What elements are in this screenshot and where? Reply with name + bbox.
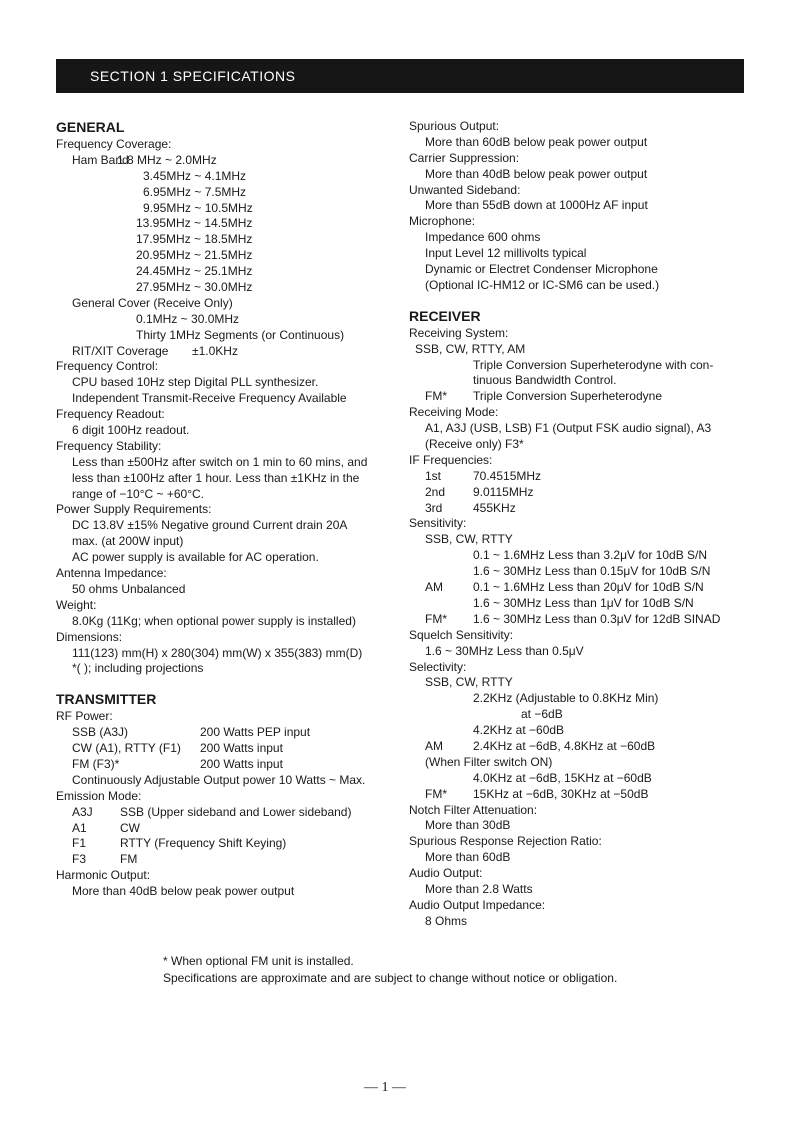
carrier-label: Carrier Suppression: xyxy=(409,150,520,165)
rf-power-label: RF Power: xyxy=(56,709,113,724)
notch-value: More than 30dB xyxy=(425,818,511,833)
if-row xyxy=(409,501,749,517)
ham-band-row xyxy=(56,185,396,201)
squelch-value: 1.6 ~ 30MHz Less than 0.5μV xyxy=(425,643,584,658)
if-freq: 455KHz xyxy=(473,500,516,515)
system-fm-row xyxy=(409,389,749,405)
general-heading: GENERAL xyxy=(56,119,125,135)
transmitter-heading: TRANSMITTER xyxy=(56,691,157,708)
spurious-value: More than 60dB below peak power output xyxy=(425,134,648,149)
sel-am-label: AM xyxy=(425,738,443,753)
general-cover-label: General Cover (Receive Only) xyxy=(72,295,233,310)
emission-desc: FM xyxy=(120,852,138,867)
sens-fm-label: FM* xyxy=(425,611,447,626)
ham-band-row xyxy=(56,201,396,217)
weight-label: Weight: xyxy=(56,597,97,612)
mic-line: Impedance 600 ohms xyxy=(425,230,541,245)
harmonic-value: More than 40dB below peak power output xyxy=(72,884,295,899)
rit-row xyxy=(56,344,396,360)
sens-row xyxy=(409,580,749,596)
if-freq: 70.4515MHz xyxy=(473,468,542,483)
sel-value: at −6dB xyxy=(521,707,563,722)
ham-band-row xyxy=(56,280,396,296)
power-line: AC power supply is available for AC operation. xyxy=(72,550,319,565)
emission-code: F1 xyxy=(72,836,87,851)
rf-power-value: 200 Watts input xyxy=(200,756,283,771)
mic-label: Microphone: xyxy=(409,214,476,229)
ham-band-range: 6.95MHz ~ 7.5MHz xyxy=(143,184,247,199)
emission-row xyxy=(56,805,396,821)
emission-code: A1 xyxy=(72,820,87,835)
harmonic-label: Harmonic Output: xyxy=(56,868,151,883)
freq-stability-label: Frequency Stability: xyxy=(56,438,162,453)
sel-value: 4.2KHz at −60dB xyxy=(473,723,565,738)
ham-band-row xyxy=(56,232,396,248)
fm-note: * When optional FM unit is installed. xyxy=(163,954,354,968)
general-cover-segments: Thirty 1MHz Segments (or Continuous) xyxy=(136,327,345,342)
ham-band-row xyxy=(56,216,396,232)
carrier-value: More than 40dB below peak power output xyxy=(425,166,648,181)
power-line: DC 13.8V ±15% Negative ground Current drain 20A xyxy=(72,518,348,533)
system-desc: tinuous Bandwidth Control. xyxy=(473,373,617,388)
notch-label: Notch Filter Attenuation: xyxy=(409,802,538,817)
rf-power-mode: FM (F3)* xyxy=(72,756,120,771)
sens-row xyxy=(409,548,749,564)
freq-control-line: Independent Transmit-Receive Frequency Available xyxy=(72,391,347,406)
ham-band-row xyxy=(56,264,396,280)
rit-label: RIT/XIT Coverage xyxy=(72,343,169,358)
ham-band-range: 17.95MHz ~ 18.5MHz xyxy=(136,232,253,247)
sel-value: 15KHz at −6dB, 30KHz at −50dB xyxy=(473,786,649,801)
spurious-rej-label: Spurious Response Rejection Ratio: xyxy=(409,834,602,849)
sens-row xyxy=(409,596,749,612)
mic-line: Input Level 12 millivolts typical xyxy=(425,246,587,261)
selectivity-label: Selectivity: xyxy=(409,659,467,674)
system-modes: SSB, CW, RTTY, AM xyxy=(415,341,526,356)
disclaimer: Specifications are approximate and are subject to change without notice or obligation. xyxy=(163,971,618,985)
dimensions-label: Dimensions: xyxy=(56,629,123,644)
emission-desc: RTTY (Frequency Shift Keying) xyxy=(120,836,287,851)
spurious-rej-value: More than 60dB xyxy=(425,850,511,865)
ham-band-range: 9.95MHz ~ 10.5MHz xyxy=(143,200,253,215)
left-column xyxy=(56,117,396,900)
dimensions-note: *( ); including projections xyxy=(72,661,204,676)
general-cover-range-row xyxy=(56,312,396,328)
section-title: SECTION 1 SPECIFICATIONS xyxy=(90,68,296,84)
freq-stability-line: range of −10°C ~ +60°C. xyxy=(72,486,205,501)
if-label: IF Frequencies: xyxy=(409,452,493,467)
general-cover-segments-row xyxy=(56,328,396,344)
ham-band-row xyxy=(56,248,396,264)
sens-row xyxy=(409,564,749,580)
ham-band-range: 27.95MHz ~ 30.0MHz xyxy=(136,280,253,295)
mode-line: A1, A3J (USB, LSB) F1 (Output FSK audio signal), A3 xyxy=(425,421,712,436)
sel-row xyxy=(409,787,749,803)
power-label: Power Supply Requirements: xyxy=(56,502,212,517)
ham-band-row xyxy=(56,169,396,185)
system-fm-desc: Triple Conversion Superheterodyne xyxy=(473,389,662,404)
sens-value: 0.1 ~ 1.6MHz Less than 3.2μV for 10dB S/N xyxy=(473,548,708,563)
emission-label: Emission Mode: xyxy=(56,788,142,803)
sens-am-label: AM xyxy=(425,580,443,595)
sens-value: 0.1 ~ 1.6MHz Less than 20μV for 10dB S/N xyxy=(473,580,704,595)
ham-band-range: 24.45MHz ~ 25.1MHz xyxy=(136,264,253,279)
ham-band-label: Ham Band xyxy=(72,152,129,167)
antenna-value: 50 ohms Unbalanced xyxy=(72,581,186,596)
rf-power-row xyxy=(56,741,396,757)
freq-readout-label: Frequency Readout: xyxy=(56,407,165,422)
emission-desc: CW xyxy=(120,820,140,835)
general-cover-range: 0.1MHz ~ 30.0MHz xyxy=(136,311,240,326)
emission-desc: SSB (Upper sideband and Lower sideband) xyxy=(120,804,352,819)
freq-coverage-label: Frequency Coverage: xyxy=(56,137,172,151)
system-label: Receiving System: xyxy=(409,325,509,340)
sel-fm-label: FM* xyxy=(425,786,447,801)
audio-imp-value: 8 Ohms xyxy=(425,913,468,928)
unwanted-label: Unwanted Sideband: xyxy=(409,182,521,197)
system-fm-label: FM* xyxy=(425,389,447,404)
rf-power-row xyxy=(56,725,396,741)
ham-band-range: 13.95MHz ~ 14.5MHz xyxy=(136,216,253,231)
rf-power-row xyxy=(56,757,396,773)
sel-row xyxy=(409,739,749,755)
rf-power-mode: CW (A1), RTTY (F1) xyxy=(72,741,181,756)
receiver-heading: RECEIVER xyxy=(409,307,481,324)
sel-value: 2.4KHz at −6dB, 4.8KHz at −60dB xyxy=(473,738,656,753)
sel-row xyxy=(409,707,749,723)
freq-stability-line: Less than ±500Hz after switch on 1 min to 60 mins, and xyxy=(72,454,368,469)
if-freq: 9.0115MHz xyxy=(473,484,534,499)
rf-power-mode: SSB (A3J) xyxy=(72,725,129,740)
if-stage: 1st xyxy=(425,468,442,483)
adjustable-output: Continuously Adjustable Output power 10 Watts ~ Max. xyxy=(72,772,366,787)
audio-label: Audio Output: xyxy=(409,866,483,881)
sel-value: 4.0KHz at −6dB, 15KHz at −60dB xyxy=(473,770,652,785)
sel-row xyxy=(409,691,749,707)
if-row xyxy=(409,469,749,485)
ham-band-range: 3.45MHz ~ 4.1MHz xyxy=(143,168,247,183)
freq-control-line: CPU based 10Hz step Digital PLL synthesizer. xyxy=(72,375,319,390)
sel-row xyxy=(409,771,749,787)
if-stage: 3rd xyxy=(425,500,443,515)
sens-value: 1.6 ~ 30MHz Less than 0.3μV for 12dB SINAD xyxy=(473,611,721,626)
weight-value: 8.0Kg (11Kg; when optional power supply is installed) xyxy=(72,613,356,628)
mic-line: Dynamic or Electret Condenser Microphone xyxy=(425,262,658,277)
page-number: — 1 — xyxy=(364,1080,406,1095)
antenna-label: Antenna Impedance: xyxy=(56,566,167,581)
rf-power-value: 200 Watts PEP input xyxy=(200,725,311,740)
emission-row xyxy=(56,821,396,837)
ham-band-range: 1.8 MHz ~ 2.0MHz xyxy=(117,152,217,167)
sens-ssb-label: SSB, CW, RTTY xyxy=(425,532,513,547)
mode-label: Receiving Mode: xyxy=(409,405,499,420)
emission-code: A3J xyxy=(72,804,93,819)
audio-imp-label: Audio Output Impedance: xyxy=(409,897,546,912)
sel-row xyxy=(409,723,749,739)
sens-row xyxy=(409,612,749,628)
spurious-label: Spurious Output: xyxy=(409,119,500,133)
emission-row xyxy=(56,852,396,868)
if-stage: 2nd xyxy=(425,484,446,499)
audio-value: More than 2.8 Watts xyxy=(425,881,533,896)
power-line: max. (at 200W input) xyxy=(72,534,184,549)
unwanted-value: More than 55dB down at 1000Hz AF input xyxy=(425,198,648,213)
sel-value: 2.2KHz (Adjustable to 0.8KHz Min) xyxy=(473,691,659,706)
sensitivity-label: Sensitivity: xyxy=(409,516,467,531)
emission-row xyxy=(56,836,396,852)
sel-am-filter: (When Filter switch ON) xyxy=(425,754,553,769)
right-column xyxy=(409,119,749,930)
rf-power-value: 200 Watts input xyxy=(200,741,283,756)
system-desc-row xyxy=(409,373,749,389)
rit-value: ±1.0KHz xyxy=(192,343,238,358)
squelch-label: Squelch Sensitivity: xyxy=(409,627,514,642)
system-desc-row xyxy=(409,358,749,374)
freq-control-label: Frequency Control: xyxy=(56,359,159,374)
mic-line: (Optional IC-HM12 or IC-SM6 can be used.) xyxy=(425,277,660,292)
ham-band-row xyxy=(56,153,396,169)
sens-value: 1.6 ~ 30MHz Less than 1μV for 10dB S/N xyxy=(473,595,694,610)
system-desc: Triple Conversion Superheterodyne with con- xyxy=(473,357,714,372)
ham-band-range: 20.95MHz ~ 21.5MHz xyxy=(136,248,253,263)
mode-line: (Receive only) F3* xyxy=(425,437,524,452)
freq-readout-value: 6 digit 100Hz readout. xyxy=(72,423,190,438)
section-banner xyxy=(56,59,744,93)
emission-code: F3 xyxy=(72,852,87,867)
if-row xyxy=(409,485,749,501)
sens-value: 1.6 ~ 30MHz Less than 0.15μV for 10dB S/N xyxy=(473,564,711,579)
sel-ssb-label: SSB, CW, RTTY xyxy=(425,675,513,690)
freq-stability-line: less than ±100Hz after 1 hour. Less than ±1KHz in the xyxy=(72,470,360,485)
dimensions-value: 111(123) mm(H) x 280(304) mm(W) x 355(383) mm(D) xyxy=(72,645,363,660)
